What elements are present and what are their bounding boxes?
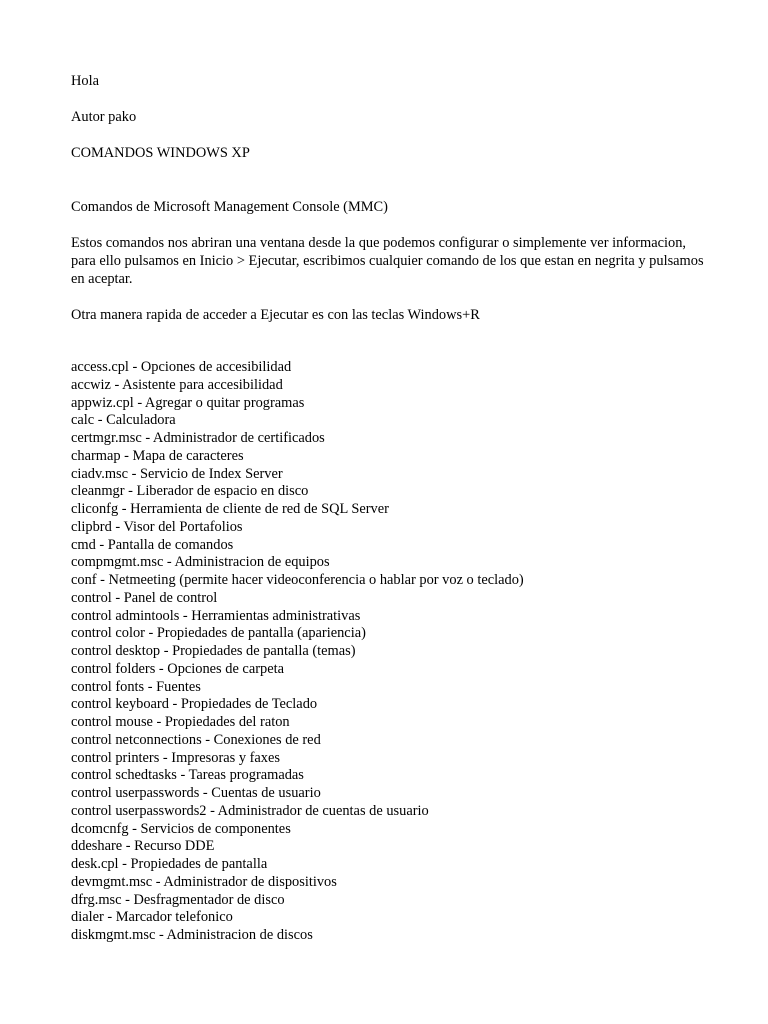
command-item: dialer - Marcador telefonico — [71, 909, 233, 926]
command-item: access.cpl - Opciones de accesibilidad — [71, 359, 292, 375]
intro-paragraph: Estos comandos nos abriran una ventana desde la que podemos configurar o simplemente ver informacion, para ello pulsamos en Inicio > Ejecutar, escribimos cualquier comando de los que estan en negrita y pulsamos en aceptar. — [71, 235, 704, 287]
command-item: cliconfg - Herramienta de cliente de red de SQL Server — [71, 501, 389, 517]
command-item: desk.cpl - Propiedades de pantalla — [71, 856, 268, 872]
command-item: certmgr.msc - Administrador de certificados — [71, 430, 325, 446]
command-item: control mouse - Propiedades del raton — [71, 714, 290, 730]
command-item: conf - Netmeeting (permite hacer videoconferencia o hablar por voz o teclado) — [71, 572, 524, 588]
command-item: charmap - Mapa de caracteres — [71, 447, 244, 464]
command-item: dcomcnfg - Servicios de componentes — [71, 820, 291, 837]
command-item: devmgmt.msc - Administrador de dispositivos — [71, 873, 337, 890]
command-item: control schedtasks - Tareas programadas — [71, 767, 304, 784]
command-item: control printers - Impresoras y faxes — [71, 749, 280, 766]
command-item: diskmgmt.msc - Administracion de discos — [71, 927, 313, 943]
commands-list — [71, 359, 708, 945]
tip-paragraph: Otra manera rapida de acceder a Ejecutar es con las teclas Windows+R — [71, 307, 480, 323]
command-item: dfrg.msc - Desfragmentador de disco — [71, 891, 285, 908]
command-item: control netconnections - Conexiones de red — [71, 731, 321, 748]
author-line: Autor pako — [71, 109, 137, 125]
command-item: control userpasswords2 - Administrador de cuentas de usuario — [71, 802, 429, 819]
command-item: ddeshare - Recurso DDE — [71, 838, 215, 855]
command-item: control fonts - Fuentes — [71, 678, 201, 695]
command-item: ciadv.msc - Servicio de Index Server — [71, 465, 283, 482]
command-item: control admintools - Herramientas administrativas — [71, 607, 361, 624]
command-item: control folders - Opciones de carpeta — [71, 660, 284, 677]
command-item: clipbrd - Visor del Portafolios — [71, 518, 243, 535]
command-item: cleanmgr - Liberador de espacio en disco — [71, 483, 309, 500]
greeting-line: Hola — [71, 73, 99, 89]
command-item: calc - Calculadora — [71, 412, 176, 429]
command-item: cmd - Pantalla de comandos — [71, 536, 234, 553]
document-title: COMANDOS WINDOWS XP — [71, 145, 250, 161]
command-item: control - Panel de control — [71, 589, 218, 606]
command-item: control keyboard - Propiedades de Teclado — [71, 696, 318, 713]
command-item: control userpasswords - Cuentas de usuario — [71, 785, 321, 801]
command-item: compmgmt.msc - Administracion de equipos — [71, 554, 330, 571]
command-item: appwiz.cpl - Agregar o quitar programas — [71, 394, 305, 411]
command-item: control desktop - Propiedades de pantalla (temas) — [71, 643, 356, 659]
command-item: accwiz - Asistente para accesibilidad — [71, 376, 283, 393]
section-heading: Comandos de Microsoft Management Console (MMC) — [71, 199, 388, 215]
command-item: control color - Propiedades de pantalla (apariencia) — [71, 625, 366, 642]
